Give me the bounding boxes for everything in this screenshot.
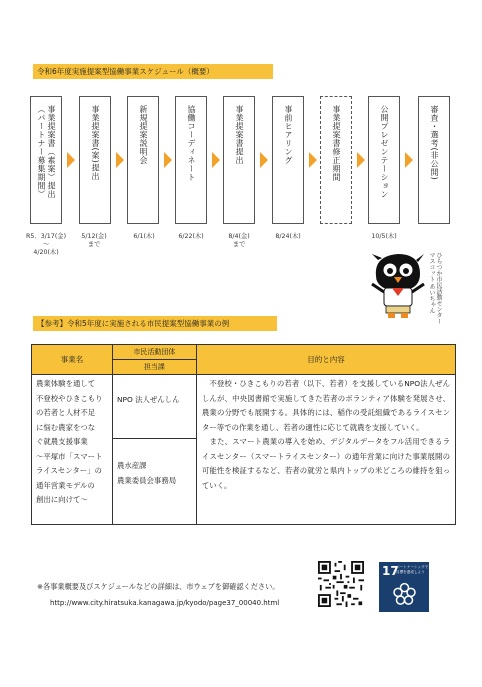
step-7 — [320, 96, 352, 224]
step-1-label: 事業提案書（素案）提出 （パートナー募集期間） — [37, 105, 56, 199]
col-header-name: 事業名 — [32, 345, 113, 375]
dept-cell: 農水産課 農業委員会事務局 — [112, 439, 196, 525]
sdg-text: パートナーシップで 目標を達成しよう — [396, 565, 429, 574]
sdg-number: 17 — [382, 564, 399, 578]
table-row — [32, 375, 456, 439]
sdg-17-icon — [379, 562, 429, 612]
mascot-caption: ひらつか市民活動センター マスコット あいちゃん — [428, 252, 442, 324]
step-4-date: 6/22(木) — [178, 233, 204, 240]
step-4 — [175, 96, 207, 224]
step-2-label: 事業提案書(案)提出 — [91, 105, 100, 181]
step-6-date: 8/24(木) — [275, 233, 301, 240]
step-2-date: 5/12(金) まで — [81, 233, 107, 248]
step-6-label: 事前ヒアリング — [284, 105, 293, 165]
step-8-date: 10/5(木) — [371, 233, 397, 240]
step-9-label: 審査・選考(非公開) — [430, 105, 439, 181]
arrow-3 — [164, 152, 172, 168]
arrow-2 — [116, 152, 124, 168]
step-5 — [223, 96, 255, 224]
step-9 — [418, 96, 450, 224]
step-6 — [272, 96, 304, 224]
project-name-cell: 農業体験を通して 不登校やひきこもり の若者と人材不足 に悩む農家をつな ぐ就農支援事業 ～平塚市「スマート ライスセンター」の 通年営業モデルの 創出に向けて～ — [32, 375, 113, 525]
arrow-7 — [357, 152, 365, 168]
step-5-label: 事業提案書提出 — [235, 105, 244, 165]
arrow-5 — [260, 152, 268, 168]
step-3 — [127, 96, 159, 224]
step-7-label: 事業提案書修正期間 — [332, 105, 341, 182]
step-8-label: 公開プレゼンテーション — [380, 105, 389, 199]
step-1-date: R5．3/17(金) ～ 4/20(木) — [26, 233, 67, 256]
step-4-label: 協働コーディネート — [187, 105, 196, 182]
col-header-dept: 担当課 — [112, 360, 196, 375]
schedule-flow — [30, 96, 454, 228]
content-paragraph-1: 不登校・ひきこもりの若者（以下、若者）を支援しているNPO法人ぜんしんが、中央図書館で実施してきた若者のボランティア体験を発展させ、農業の分野でも展開する。具体的には、稲作の受託組織であるライスセンター等での作業を通し、若者の適性に応じて就農を支援していく。 — [201, 379, 450, 432]
step-5-date: 8/4(金) まで — [228, 233, 250, 248]
schedule-title: 令和6年度実施提案型協働事業スケジュール（概要） — [33, 64, 273, 79]
mascot-figure — [372, 254, 424, 318]
table-header-row-1 — [32, 345, 456, 360]
arrow-8 — [405, 152, 413, 168]
step-1 — [30, 96, 62, 224]
step-3-date: 6/1(木) — [133, 233, 155, 240]
sdg-flower-icon — [392, 582, 417, 607]
col-header-org: 市民活動団体 — [112, 345, 196, 360]
org-cell: NPO 法人ぜんしん — [112, 375, 196, 439]
arrow-6 — [309, 152, 317, 168]
col-header-content: 目的と内容 — [196, 345, 455, 375]
arrow-4 — [212, 152, 220, 168]
reference-title: 【参考】令和5年度に実施される市民提案型協働事業の例 — [33, 316, 277, 331]
content-cell — [196, 375, 455, 525]
arrow-1 — [67, 152, 75, 168]
qr-code-icon[interactable] — [318, 561, 364, 607]
content-paragraph-2: また、スマート農業の導入を始め、デジタルデータをフル活用できるライスセンター（スマートライスセンター）の通年営業に向けた事業展開の可能性を検証するなど、若者の就労と県内トップの米どころの維持を狙っていく。 — [201, 437, 450, 490]
step-3-label: 新規提案説明会 — [139, 105, 148, 165]
step-8 — [368, 96, 400, 224]
footer-url[interactable]: http://www.city.hiratsuka.kanagawa.jp/kyodo/page37_00040.html — [50, 599, 280, 607]
reference-table — [31, 344, 456, 525]
footer-note: ※各事業概要及びスケジュールなどの詳細は、市ウェブを御確認ください。 — [37, 582, 280, 591]
step-2 — [79, 96, 111, 224]
